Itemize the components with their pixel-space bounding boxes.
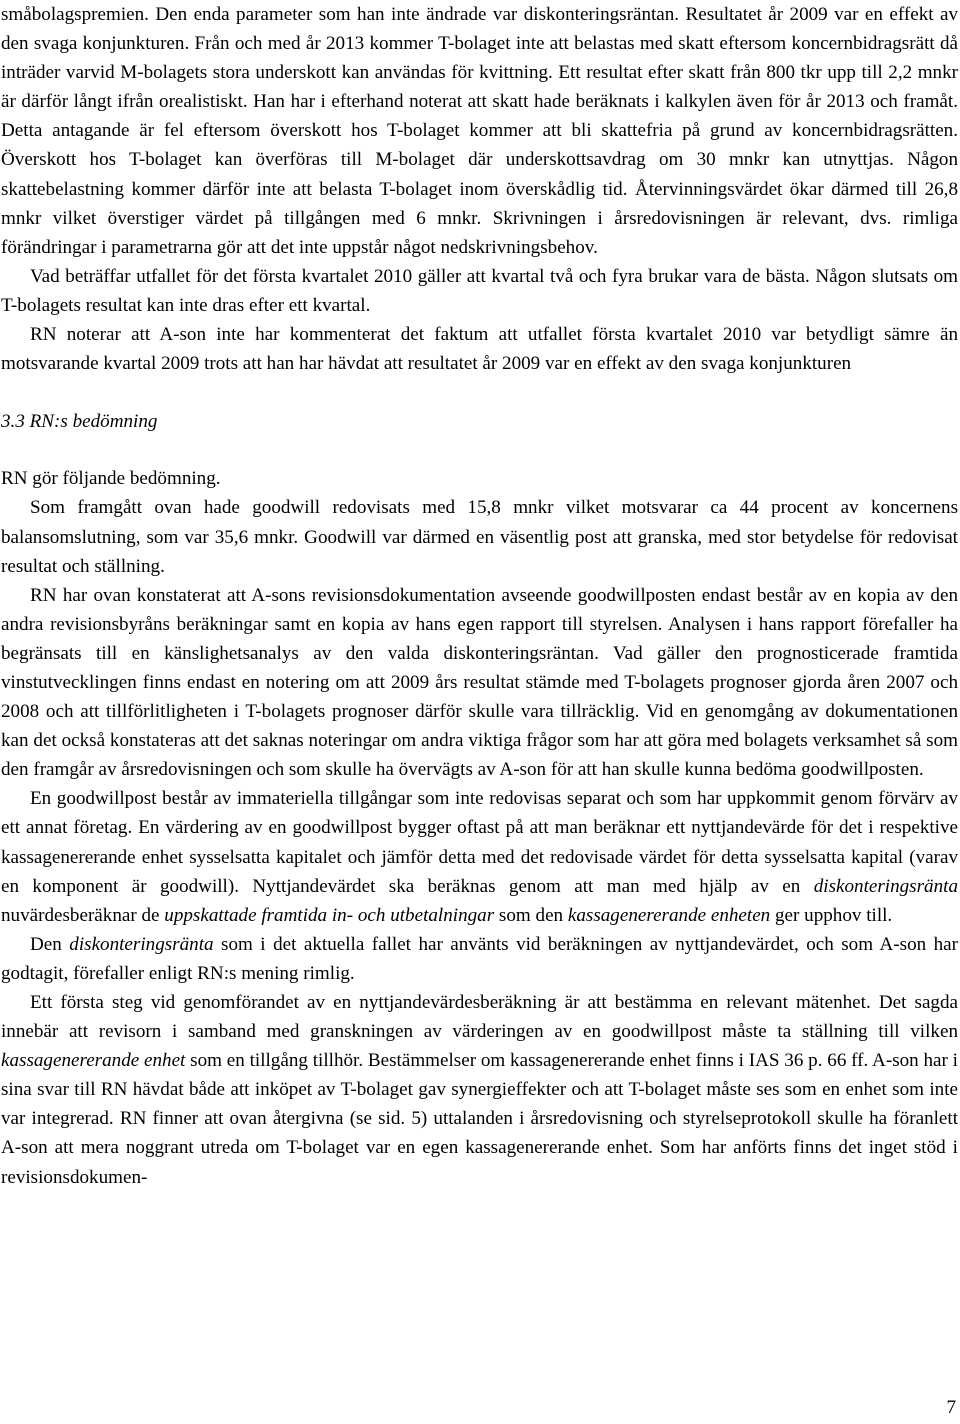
page-number: 7 [946,1397,956,1418]
section-heading: 3.3 RN:s bedömning [1,411,158,433]
italic-term: diskonteringsränta [813,875,958,897]
italic-term: kassagenererande enhet [1,1050,186,1072]
text-run: Ett första steg vid genomförandet av en nyttjandevärdesberäkning är att bestämma en relevant mätenhet. Det sagda innebär att revisorn i samband med granskningen av värderingen av en goodwillpost måste ta ställning till vilken [1,992,958,1043]
text-run: som en tillgång tillhör. Bestämmelser om kassagenererande enhet finns i IAS 36 p. 66 ff. A-son har i sina svar till RN hävdat både att inköpet av T-bolaget gav synergieffekter och att T-bolaget måste ses som en enhet som inte var integrerad. RN finner att ovan återgivna (se sid. 5) uttalanden i årsredovisning och styrelseprotokoll skulle ha föranlett A-son att mera noggrant utreda om T-bolaget var en egen kassagenererande enhet. Som har anförts finns det inget stöd i revisionsdokumen- [1,1050,958,1188]
italic-term: diskonteringsränta [69,933,214,955]
text-run: som den [494,904,568,926]
text-run: nuvärdesberäknar de [1,904,165,926]
text-run: Som framgått ovan hade goodwill redovisats med 15,8 mnkr vilket motsvarar ca 44 procent av koncernens balansomslutning, som var 35,6 mnkr. Goodwill var därmed en väsentlig post att granska, med stor betydelse för redovisat resultat och ställning. [1,497,958,577]
body-text-section [1,493,958,1191]
text-run: En goodwillpost består av immateriella tillgångar som inte redovisas separat och som har uppkommit genom förvärv av ett annat företag. En värdering av en goodwillpost bygger oftast på att man beräknar ett nyttjandevärde för det i respektive kassagenererande enhet sysselsatta kapitalet och jämför detta med det redovisade värdet för detta sysselsatta kapital (varav en komponent är goodwill). Nyttjandevärdet ska beräknas genom att man med hjälp av en [1,788,958,897]
text-run: småbolagspremien. Den enda parameter som han inte ändrade var diskonteringsräntan. Resultatet år 2009 var en effekt av den svaga konjunkturen. Från och med år 2013 kommer T-bolaget inte att belastas med skatt eftersom koncernbidragsrätt då inträder varvid M-bolagets stora underskott kan användas för kvittning. Ett resultat efter skatt från 800 tkr upp till 2,2 mnkr är därför långt ifrån orealistiskt. Han har i efterhand noterat att skatt hade beräknats i kalkylen även för år 2013 och framåt. Detta antagande är fel eftersom överskott hos T-bolaget kommer att bli skattefria på grund av koncernbidragsrätten. Överskott hos T-bolaget kan överföras till M-bolaget där underskottsavdrag om 30 mnkr kan utnyttjas. Någon skattebelastning kommer därför inte att belasta T-bolaget inom överskådlig tid. Återvinningsvärdet ökar därmed till 26,8 mnkr vilket överstiger värdet på tillgången med 6 mnkr. Skrivningen i årsredovisningen är relevant, dvs. rimliga förändringar i parametrarna gör att det inte uppstår något nedskrivningsbehov. [1,4,958,258]
body-text-top [1,0,958,378]
paragraph [1,0,958,262]
section-intro: RN gör följande bedömning. [1,468,221,490]
paragraph [1,320,958,378]
text-run: som i det aktuella fallet har använts vid beräkningen av nyttjandevärdet, och som A-son har godtagit, förefaller enligt RN:s mening rimlig. [1,933,958,984]
text-run: RN har ovan konstaterat att A-sons revisionsdokumentation avseende goodwillposten endast består av en kopia av den andra revisionsbyråns beräkningar samt en kopia av hans egen rapport till styrelsen. Analysen i hans rapport förefaller ha begränsats till en känslighetsanalys av den valda diskonteringsräntan. Vad gäller den prognosticerade framtida vinstutvecklingen finns endast en notering om att 2009 års resultat stämde med T-bolagets prognoser gjorda åren 2007 och 2008 och att tillförlitligheten i T-bolagets prognoser därför skulle vara tillräcklig. Vid en genomgång av dokumentationen kan det också konstateras att det saknas noteringar om andra viktiga frågor som har att göra med bolagets verksamhet så som den framgår av årsredovisningen och som skulle ha övervägts av A-son för att han skulle kunna bedöma goodwillposten. [1,584,958,781]
paragraph [1,493,958,580]
paragraph [1,262,958,320]
paragraph [1,930,958,988]
text-run: ger upphov till. [770,904,893,926]
text-run: Vad beträffar utfallet för det första kvartalet 2010 gäller att kvartal två och fyra brukar vara de bästa. Någon slutsats om T-bolagets resultat kan inte dras efter ett kvartal. [1,265,958,316]
text-run: RN noterar att A-son inte har kommenterat det faktum att utfallet första kvartalet 2010 var betydligt sämre än motsvarande kvartal 2009 trots att han har hävdat att resultatet år 2009 var en effekt av den svaga konjunkturen [1,324,958,375]
paragraph [1,988,958,1192]
italic-term: uppskattade framtida in- och utbetalningar [164,904,495,926]
paragraph [1,581,958,785]
paragraph [1,784,958,929]
text-run: Den [30,933,70,955]
italic-term: kassagenererande enheten [567,904,771,926]
